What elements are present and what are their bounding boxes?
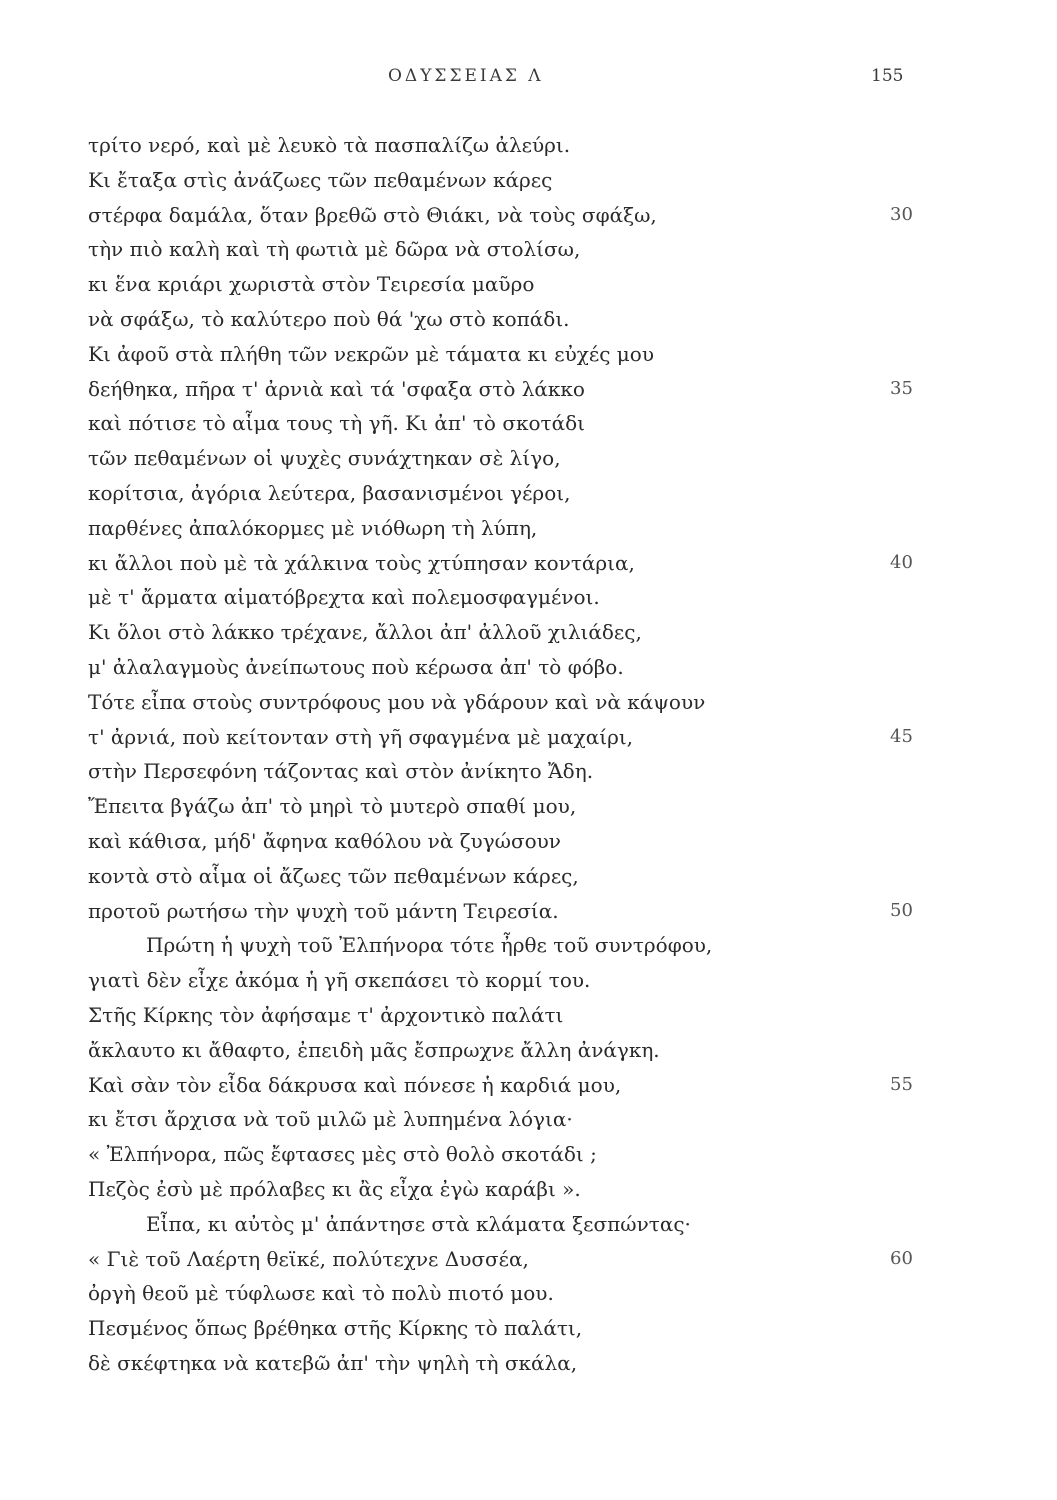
- verse-line: [0, 720, 1057, 755]
- verse-line: [0, 580, 1057, 615]
- verse-line-text: κορίτσια, ἀγόρια λεύτερα, βασανισμένοι γέροι,: [88, 480, 571, 505]
- verse-line: [0, 511, 1057, 546]
- verse-line-text: ἄκλαυτο κι ἄθαφτο, ἐπειδὴ μᾶς ἔσπρωχνε ἄλλη ἀνάγκη.: [88, 1037, 660, 1062]
- verse-line: [0, 859, 1057, 894]
- verse-line: [0, 963, 1057, 998]
- verse-line: [0, 128, 1057, 163]
- verse-line-text: Πεζὸς ἐσὺ μὲ πρόλαβες κι ἂς εἶχα ἐγὼ καράβι ».: [88, 1176, 581, 1201]
- line-number: 35: [890, 377, 913, 399]
- verse-line: [0, 372, 1057, 407]
- verse-line: [0, 1172, 1057, 1207]
- page-number: 155: [871, 66, 904, 86]
- line-number: 55: [890, 1073, 913, 1095]
- verse-line-text: τῶν πεθαμένων οἱ ψυχὲς συνάχτηκαν σὲ λίγο,: [88, 446, 561, 471]
- verse-line-text: Κι ἔταξα στὶς ἀνάζωες τῶν πεθαμένων κάρες: [88, 167, 553, 192]
- running-header: [0, 66, 1057, 96]
- verse-line-text: ὀργὴ θεοῦ μὲ τύφλωσε καὶ τὸ πολὺ πιοτό μου.: [88, 1281, 554, 1306]
- verse-line-text: Καὶ σὰν τὸν εἶδα δάκρυσα καὶ πόνεσε ἡ καρδιά μου,: [88, 1072, 622, 1097]
- verse-line-text: Τότε εἶπα στοὺς συντρόφους μου νὰ γδάρουν καὶ νὰ κάψουν: [88, 689, 706, 714]
- verse-line: [0, 824, 1057, 859]
- running-title: ΟΔΥΣΣΕΙΑΣ Λ: [388, 66, 544, 86]
- verse-line: [0, 894, 1057, 929]
- verse-line-text: Εἶπα, κι αὐτὸς μ' ἀπάντησε στὰ κλάματα ξεσπώντας·: [146, 1211, 691, 1236]
- verse-line: [0, 1207, 1057, 1242]
- verse-line: [0, 1033, 1057, 1068]
- verse-line: [0, 441, 1057, 476]
- verse-line: [0, 267, 1057, 302]
- verse-line: [0, 406, 1057, 441]
- verse-line-text: καὶ πότισε τὸ αἷμα τους τὴ γῆ. Κι ἀπ' τὸ σκοτάδι: [88, 411, 585, 436]
- verse-line: [0, 754, 1057, 789]
- verse-line: [0, 546, 1057, 581]
- verse-line-text: κι ἕνα κριάρι χωριστὰ στὸν Τειρεσία μαῦρο: [88, 272, 535, 297]
- line-number: 60: [890, 1247, 913, 1269]
- verse-line-text: κι ἄλλοι ποὺ μὲ τὰ χάλκινα τοὺς χτύπησαν κοντάρια,: [88, 550, 635, 575]
- line-number: 40: [890, 551, 913, 573]
- verse-line-text: τ' ἀρνιά, ποὺ κείτονταν στὴ γῆ σφαγμένα μὲ μαχαίρι,: [88, 724, 634, 749]
- verse-line: [0, 685, 1057, 720]
- line-number: 50: [890, 899, 913, 921]
- verse-line-text: Πεσμένος ὅπως βρέθηκα στῆς Κίρκης τὸ παλάτι,: [88, 1316, 583, 1341]
- verse-line: [0, 1102, 1057, 1137]
- verse-line-text: καὶ κάθισα, μήδ' ἄφηνα καθόλου νὰ ζυγώσουν: [88, 828, 561, 853]
- verse-line-text: « Ἐλπήνορα, πῶς ἔφτασες μὲς στὸ θολὸ σκοτάδι ;: [88, 1142, 597, 1167]
- verse-line: [0, 163, 1057, 198]
- verse-line-text: Ἔπειτα βγάζω ἀπ' τὸ μηρὶ τὸ μυτερὸ σπαθί μου,: [88, 794, 577, 819]
- line-number: 30: [890, 203, 913, 225]
- verse-line-text: Κι ἀφοῦ στὰ πλήθη τῶν νεκρῶν μὲ τάματα κι εὐχές μου: [88, 341, 655, 366]
- verse-line-text: γιατὶ δὲν εἶχε ἀκόμα ἡ γῆ σκεπάσει τὸ κορμί του.: [88, 968, 591, 993]
- line-number: 45: [890, 725, 913, 747]
- verse-line-text: δεήθηκα, πῆρα τ' ἀρνιὰ καὶ τά 'σφαξα στὸ λάκκο: [88, 376, 585, 401]
- verse-line-text: κι ἔτσι ἄρχισα νὰ τοῦ μιλῶ μὲ λυπημένα λόγια·: [88, 1107, 573, 1132]
- verse-line: [0, 232, 1057, 267]
- verse-line-text: Πρώτη ἡ ψυχὴ τοῦ Ἐλπήνορα τότε ἦρθε τοῦ συντρόφου,: [146, 933, 713, 958]
- verse-line-text: νὰ σφάξω, τὸ καλύτερο ποὺ θά 'χω στὸ κοπάδι.: [88, 306, 570, 331]
- verse-line-text: παρθένες ἀπαλόκορμες μὲ νιόθωρη τὴ λύπη,: [88, 515, 538, 540]
- verse-line: [0, 198, 1057, 233]
- verse-line: [0, 789, 1057, 824]
- verse-line-text: δὲ σκέφτηκα νὰ κατεβῶ ἀπ' τὴν ψηλὴ τὴ σκάλα,: [88, 1350, 578, 1375]
- verse-line-text: προτοῦ ρωτήσω τὴν ψυχὴ τοῦ μάντη Τειρεσία.: [88, 898, 559, 923]
- verse-line: [0, 476, 1057, 511]
- verse-line-text: μ' ἀλαλαγμοὺς ἀνείπωτους ποὺ κέρωσα ἀπ' τὸ φόβο.: [88, 654, 624, 679]
- verse-block: [0, 128, 1057, 1381]
- verse-line: [0, 337, 1057, 372]
- verse-line: [0, 928, 1057, 963]
- verse-line-text: τρίτο νερό, καὶ μὲ λευκὸ τὰ πασπαλίζω ἀλεύρι.: [88, 133, 571, 157]
- verse-line-text: « Γιὲ τοῦ Λαέρτη θεϊκέ, πολύτεχνε Δυσσέα,: [88, 1246, 529, 1271]
- verse-line: [0, 1242, 1057, 1277]
- verse-line-text: Κι ὅλοι στὸ λάκκο τρέχανε, ἄλλοι ἀπ' ἀλλοῦ χιλιάδες,: [88, 620, 642, 645]
- verse-line: [0, 302, 1057, 337]
- verse-line-text: στέρφα δαμάλα, ὅταν βρεθῶ στὸ Θιάκι, νὰ τοὺς σφάξω,: [88, 202, 657, 227]
- verse-line: [0, 1346, 1057, 1381]
- verse-line: [0, 1276, 1057, 1311]
- verse-line: [0, 1311, 1057, 1346]
- verse-line: [0, 1137, 1057, 1172]
- verse-line: [0, 650, 1057, 685]
- verse-line-text: Στῆς Κίρκης τὸν ἀφήσαμε τ' ἀρχοντικὸ παλάτι: [88, 1002, 564, 1027]
- verse-line-text: τὴν πιὸ καλὴ καὶ τὴ φωτιὰ μὲ δῶρα νὰ στολίσω,: [88, 237, 581, 262]
- verse-line-text: στὴν Περσεφόνη τάζοντας καὶ στὸν ἀνίκητο Ἄδη.: [88, 759, 594, 784]
- verse-line-text: μὲ τ' ἄρματα αἱματόβρεχτα καὶ πολεμοσφαγμένοι.: [88, 585, 600, 610]
- verse-line: [0, 615, 1057, 650]
- verse-line: [0, 1068, 1057, 1103]
- verse-line: [0, 998, 1057, 1033]
- verse-line-text: κοντὰ στὸ αἷμα οἱ ἄζωες τῶν πεθαμένων κάρες,: [88, 863, 579, 888]
